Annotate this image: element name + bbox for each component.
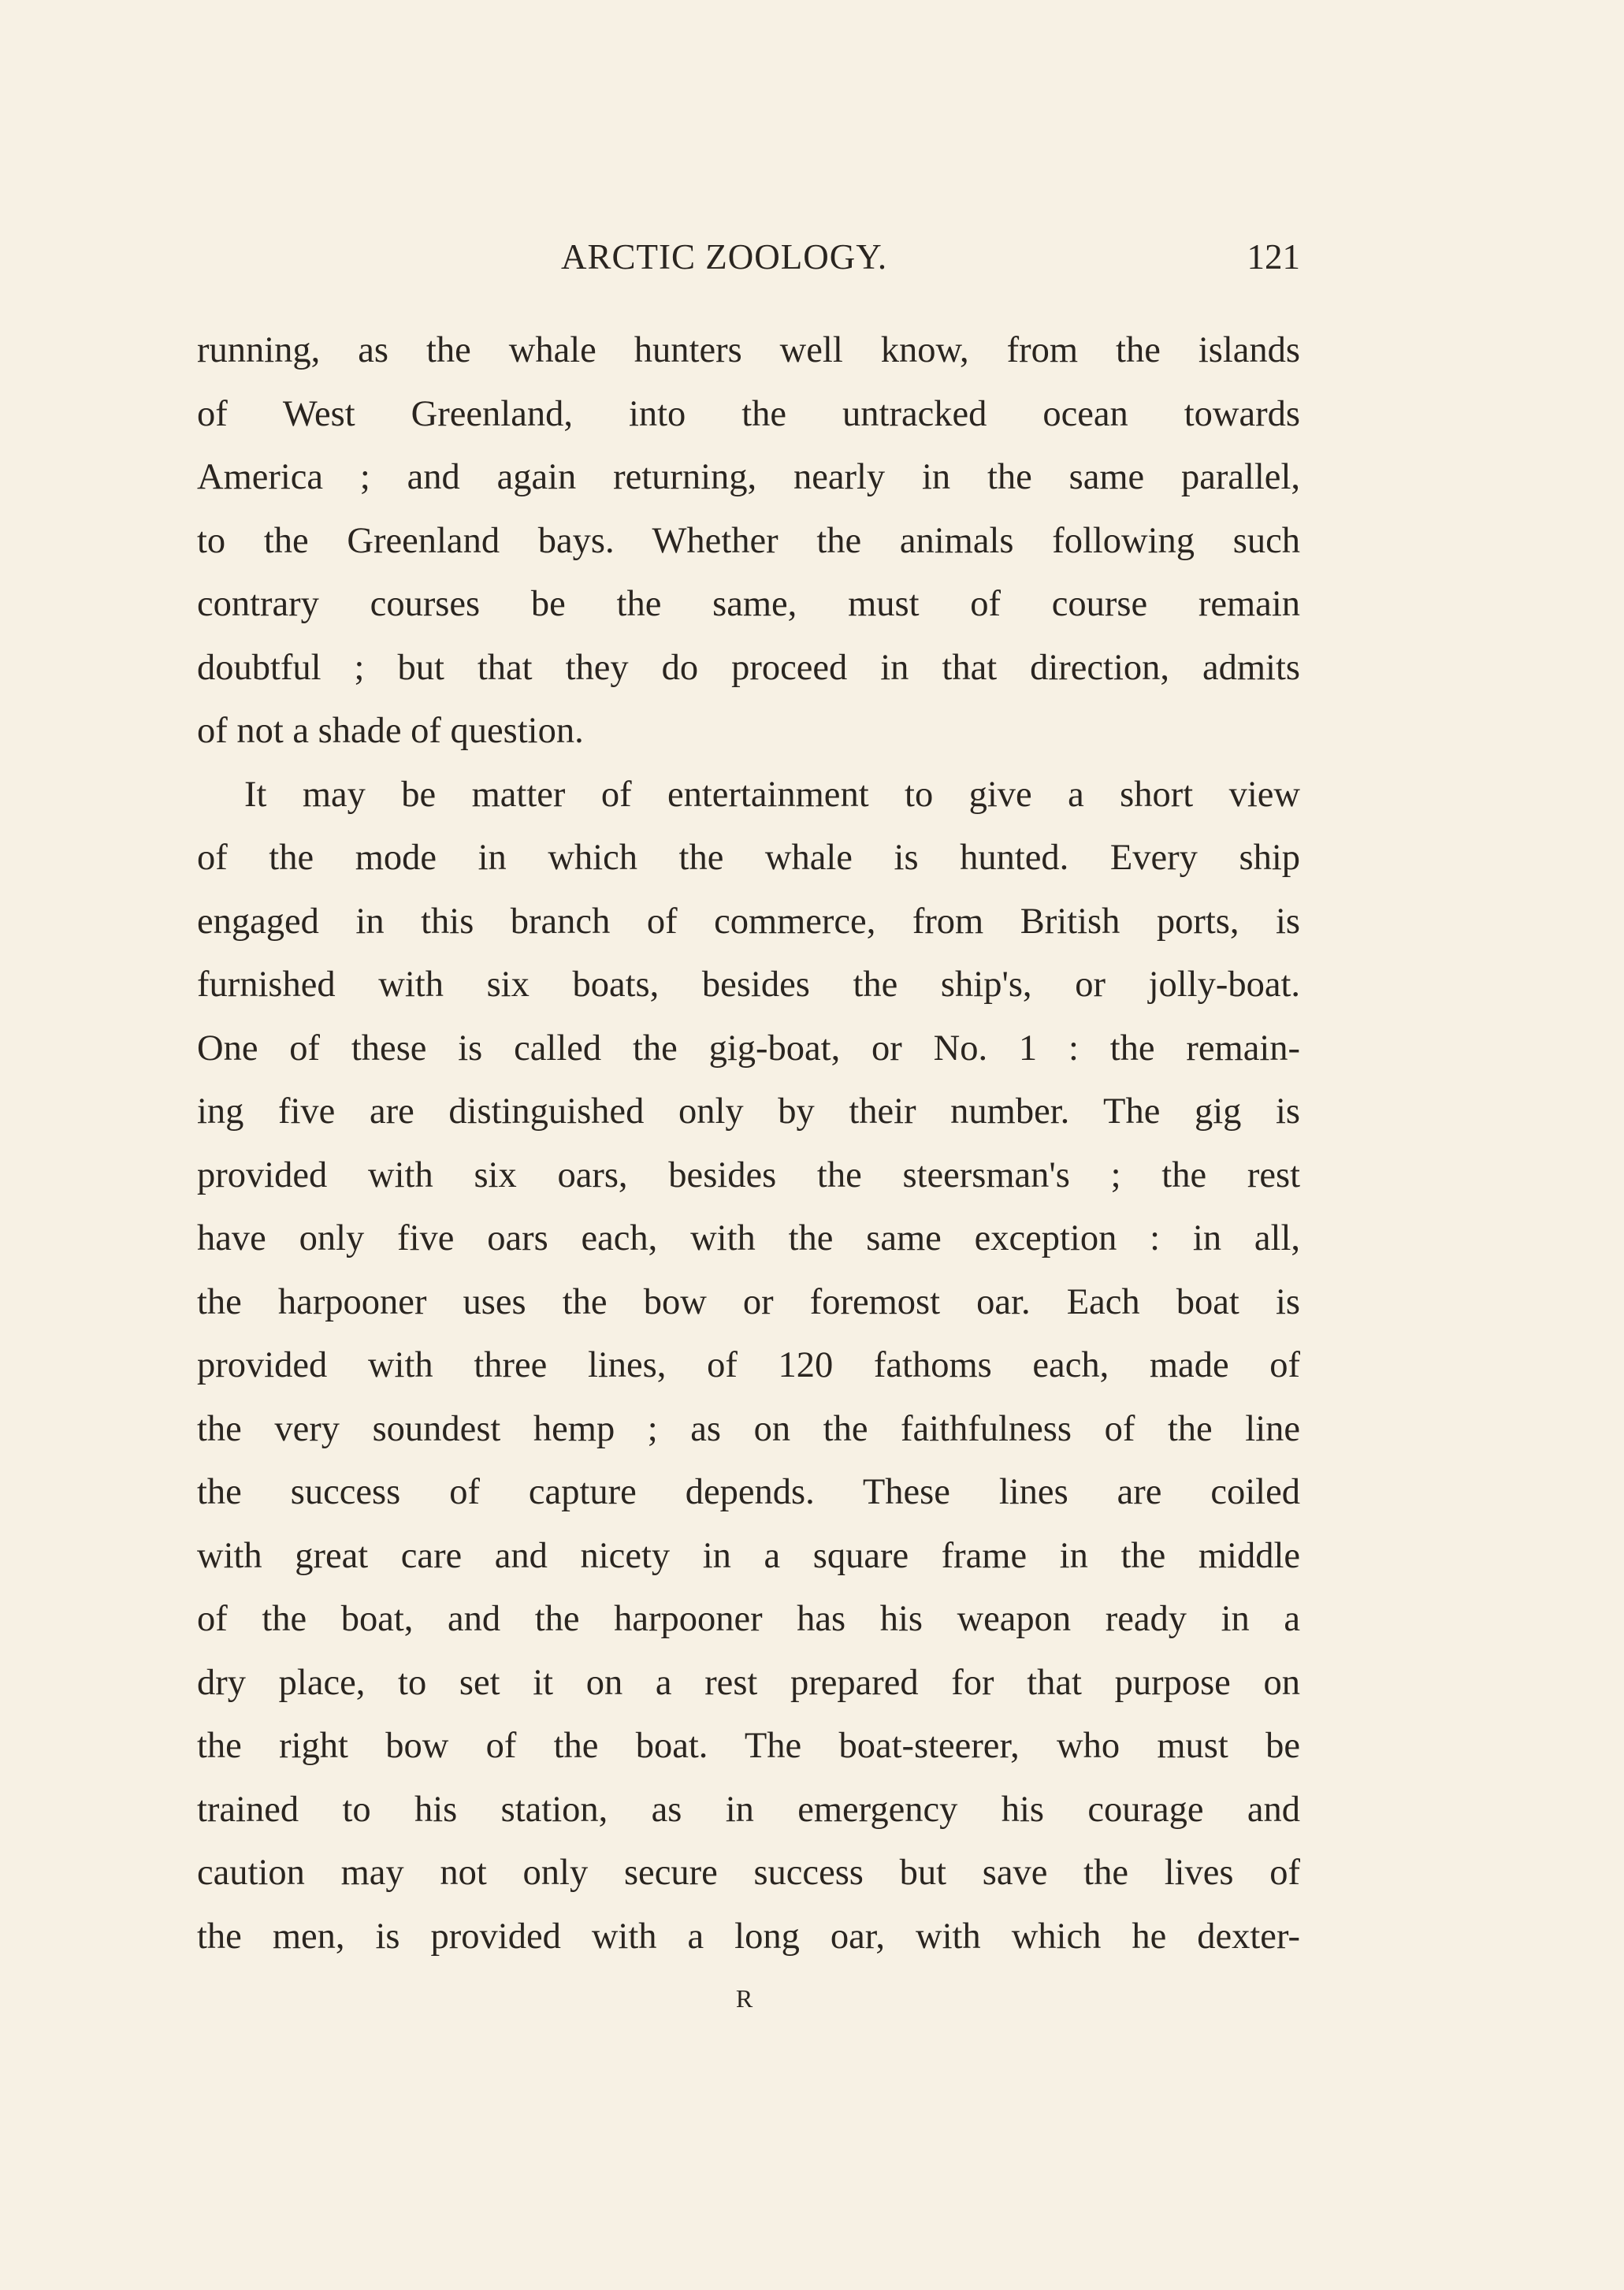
text-line: of West Greenland, into the untracked ocean towards: [197, 393, 1300, 434]
text-line: have only five oars each, with the same exception : in all,: [197, 1218, 1300, 1258]
paragraph-2: [197, 764, 1300, 1969]
page-number: 121: [1247, 237, 1300, 277]
text-line: engaged in this branch of commerce, from British ports, is: [197, 901, 1300, 942]
text-line: provided with three lines, of 120 fathoms each, made of: [197, 1345, 1300, 1385]
text-line: ing five are distinguished only by their number. The gig is: [197, 1091, 1300, 1132]
text-line: of the boat, and the harpooner has his weapon ready in a: [197, 1599, 1300, 1639]
text-line: contrary courses be the same, must of course remain: [197, 584, 1300, 624]
text-line: dry place, to set it on a rest prepared for that purpose on: [197, 1662, 1300, 1703]
text-line: America ; and again returning, nearly in the same parallel,: [197, 457, 1300, 497]
signature-mark: R: [735, 1984, 754, 2013]
text-line: provided with six oars, besides the steersman's ; the rest: [197, 1154, 1300, 1195]
text-line: of the mode in which the whale is hunted. Every ship: [197, 838, 1300, 878]
text-line: with great care and nicety in a square frame in the middle: [197, 1535, 1300, 1576]
text-line: the men, is provided with a long oar, with which he dexter-: [197, 1916, 1300, 1957]
text-line: to the Greenland bays. Whether the animals following such: [197, 520, 1300, 561]
paragraph-1: [197, 319, 1300, 764]
text-line: furnished with six boats, besides the ship's, or jolly-boat.: [197, 965, 1300, 1005]
text-line: of not a shade of question.: [197, 711, 584, 751]
text-line: caution may not only secure success but save the lives of: [197, 1853, 1300, 1893]
text-line: It may be matter of entertainment to give a short view: [244, 774, 1300, 815]
text-line: trained to his station, as in emergency his courage and: [197, 1789, 1300, 1830]
body-text: [197, 319, 1300, 1968]
text-line: One of these is called the gig-boat, or No. 1 : the remain-: [197, 1028, 1300, 1069]
text-line: the harpooner uses the bow or foremost oar. Each boat is: [197, 1281, 1300, 1322]
text-line: the very soundest hemp ; as on the faithfulness of the line: [197, 1408, 1300, 1449]
page-header: [197, 236, 1300, 284]
text-line: the right bow of the boat. The boat-steerer, who must be: [197, 1726, 1300, 1766]
text-line: doubtful ; but that they do proceed in that direction, admits: [197, 647, 1300, 688]
text-line: the success of capture depends. These lines are coiled: [197, 1472, 1300, 1512]
running-head: ARCTIC ZOOLOGY.: [561, 237, 888, 277]
text-line: running, as the whale hunters well know, from the islands: [197, 330, 1300, 370]
